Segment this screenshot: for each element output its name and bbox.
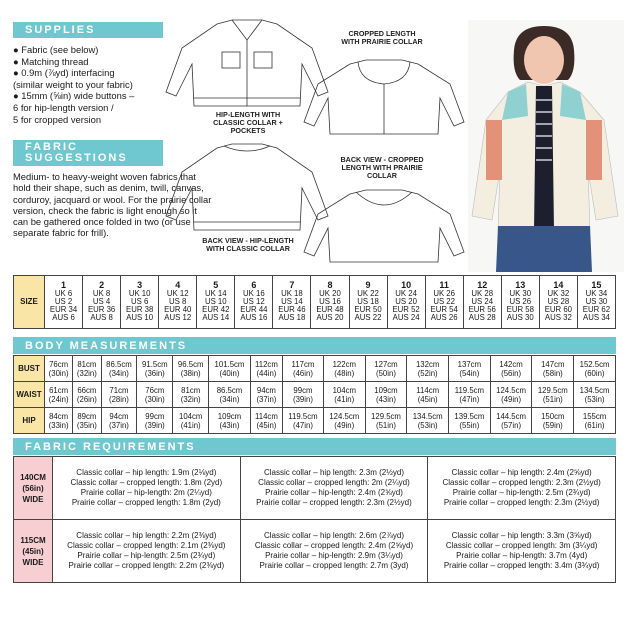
measurement-in: (44in) (256, 368, 277, 378)
measurement-cm: 142cm (499, 359, 523, 369)
measurement-cell (73, 408, 101, 434)
measurement-in: (32in) (180, 394, 201, 404)
size-eur: EUR 36 (87, 305, 116, 315)
measurement-cell (449, 382, 491, 408)
size-us: US 10 (204, 296, 227, 306)
measurement-cell (101, 382, 137, 408)
measurement-in: (39in) (144, 420, 165, 430)
measurement-cm: 81cm (77, 359, 97, 369)
size-us: US 30 (585, 296, 608, 306)
measurement-in: (39in) (292, 394, 313, 404)
measurement-cm: 94cm (109, 411, 129, 421)
measurement-cell (282, 382, 323, 408)
fabric-width-label (14, 520, 53, 583)
measurement-cell (137, 382, 173, 408)
size-aus: AUS 28 (468, 313, 496, 323)
measurement-row (14, 356, 616, 382)
measurement-in: (51in) (542, 394, 563, 404)
measurement-cm: 152.5cm (579, 359, 610, 369)
size-eur: EUR 46 (278, 305, 306, 315)
measurement-cell (73, 356, 101, 382)
size-aus: AUS 14 (202, 313, 230, 323)
fabric-requirement-line: Prairie collar – hip-length: 2.4m (2⅝yd) (265, 488, 403, 497)
size-n: 10 (401, 280, 412, 291)
measurement-in: (61in) (584, 420, 605, 430)
size-aus: AUS 18 (278, 313, 306, 323)
fabric-row (14, 457, 616, 520)
fabric-width-line: 140CM (20, 472, 46, 482)
size-us: US 16 (319, 296, 341, 306)
size-uk: UK 30 (509, 288, 532, 298)
size-column (539, 276, 577, 329)
measurement-cell (574, 356, 616, 382)
body-measurements-header: BODY MEASUREMENTS (13, 337, 616, 354)
size-us: US 14 (281, 296, 303, 306)
size-eur: EUR 42 (202, 305, 230, 315)
sketch-label-back-hip: BACK VIEW - HIP-LENGTH WITH CLASSIC COLLAR (202, 236, 294, 253)
size-n: 11 (439, 280, 449, 291)
size-n: 14 (553, 280, 564, 291)
measurement-in: (33in) (48, 420, 69, 430)
measurement-in: (37in) (108, 420, 129, 430)
measurement-in: (46in) (292, 368, 313, 378)
size-n: 5 (213, 280, 219, 291)
size-aus: AUS 10 (126, 313, 154, 323)
measurement-label: WAIST (14, 382, 45, 408)
size-us: US 20 (395, 296, 417, 306)
measurement-in: (30in) (48, 368, 69, 378)
measurement-in: (35in) (76, 420, 97, 430)
size-us: US 12 (243, 296, 265, 306)
fabric-requirement-line: Prairie collar – hip-length: 2.5m (2¾yd) (452, 488, 591, 497)
size-n: 7 (289, 280, 295, 291)
size-aus: AUS 30 (506, 313, 534, 323)
supply-item: 6 for hip-length version / (13, 101, 114, 113)
measurement-cm: 104cm (178, 411, 203, 421)
fabric-requirement-cell (53, 520, 241, 583)
measurement-cell (73, 382, 101, 408)
fabric-requirement-line: Classic collar – cropped length: 3m (3¼yd) (445, 541, 598, 550)
size-us: US 22 (433, 296, 455, 306)
measurement-cell (574, 382, 616, 408)
measurement-in: (58in) (542, 368, 563, 378)
fabric-width-line: 115CM (20, 535, 46, 545)
size-uk: UK 10 (128, 288, 151, 298)
body-measurements-table (13, 355, 616, 434)
measurement-cm: 76cm (49, 359, 69, 369)
measurement-in: (43in) (376, 394, 396, 404)
measurement-cm: 147cm (541, 359, 565, 369)
size-eur: EUR 54 (430, 305, 458, 315)
measurement-cell (250, 356, 282, 382)
size-column (121, 276, 159, 329)
size-column (159, 276, 197, 329)
measurement-in: (60in) (584, 368, 605, 378)
measurement-in: (56in) (501, 368, 522, 378)
fabric-requirement-line: Prairie collar – cropped length: 2.3m (2½yd) (256, 498, 412, 507)
measurement-cm: 129.5cm (371, 411, 401, 421)
measurement-label: BUST (14, 356, 45, 382)
supply-item: 5 for cropped version (13, 113, 102, 125)
supply-item: (similar weight to your fabric) (13, 78, 133, 90)
size-uk: UK 28 (471, 288, 494, 298)
measurement-cell (45, 356, 73, 382)
fabric-requirement-line: Classic collar – cropped length: 2.4m (2⅝yd) (254, 541, 414, 550)
measurement-cm: 119.5cm (288, 411, 318, 421)
measurement-cm: 71cm (109, 385, 129, 395)
measurement-cell (490, 382, 532, 408)
size-uk: UK 18 (281, 288, 303, 298)
measurement-in: (51in) (376, 420, 396, 430)
size-label: SIZE (14, 276, 45, 329)
measurement-cm: 134.5cm (412, 411, 443, 421)
measurement-cell (250, 408, 282, 434)
size-uk: UK 8 (92, 288, 111, 298)
size-eur: EUR 50 (354, 305, 382, 315)
fabric-requirement-line: Classic collar – hip length: 2.2m (2⅜yd) (76, 531, 217, 540)
fabric-requirements-table (13, 456, 616, 583)
measurement-in: (34in) (108, 368, 129, 378)
measurement-cm: 61cm (49, 385, 69, 395)
measurement-cm: 66cm (77, 385, 97, 395)
fabric-requirement-line: Classic collar – hip length: 2.3m (2½yd) (263, 468, 405, 477)
size-aus: AUS 26 (430, 313, 458, 323)
supply-item: ● 15mm (⅝in) wide buttons – (13, 90, 135, 102)
fabric-requirement-line: Classic collar – hip length: 2.6m (2⅞yd) (263, 531, 405, 540)
fabric-width-label (14, 457, 53, 520)
measurement-cell (173, 408, 209, 434)
supply-item: ● Matching thread (13, 55, 89, 67)
size-uk: UK 22 (357, 288, 379, 298)
size-n: 8 (327, 280, 333, 291)
measurement-in: (28in) (108, 394, 129, 404)
fabric-suggestions-text: Medium- to heavy-weight woven fabrics that hold their shape, such as denim, twill, canvas, corduroy, jacquard or wool. For the prairie collar version, check the fabric is light enough so it can be gathered once folded in two (or use separate fabric for frill). (13, 171, 212, 239)
measurement-in: (59in) (542, 420, 563, 430)
fabric-width-line: WIDE (22, 557, 44, 567)
fabric-requirement-line: Prairie collar – hip-length: 2.5m (2¾yd) (77, 551, 216, 560)
measurement-cell (532, 408, 574, 434)
size-aus: AUS 24 (392, 313, 420, 323)
supply-item: ● 0.9m (⅞yd) interfacing (13, 67, 115, 79)
measurement-cell (449, 408, 491, 434)
measurement-cell (45, 408, 73, 434)
size-us: US 4 (92, 296, 111, 306)
measurement-in: (55in) (459, 420, 480, 430)
size-column (273, 276, 311, 329)
fabric-requirement-line: Prairie collar – cropped length: 1.8m (2yd) (71, 498, 221, 507)
size-table (13, 275, 616, 329)
measurement-in: (47in) (459, 394, 480, 404)
size-eur: EUR 60 (544, 305, 572, 315)
measurement-cell (323, 382, 365, 408)
measurement-cm: 94cm (256, 385, 276, 395)
measurement-cell (365, 356, 407, 382)
size-column (577, 276, 615, 329)
measurement-cm: 155cm (582, 411, 607, 421)
size-uk: UK 34 (585, 288, 608, 298)
measurement-in: (50in) (376, 368, 396, 378)
fabric-requirement-line: Prairie collar – cropped length: 3.4m (3¾yd) (443, 561, 600, 570)
measurement-cm: 109cm (374, 385, 398, 395)
measurement-cell (250, 382, 282, 408)
fabric-width-line: (45in) (22, 546, 44, 556)
size-uk: UK 32 (547, 288, 570, 298)
measurement-cell (407, 356, 449, 382)
measurement-in: (45in) (417, 394, 438, 404)
measurement-cell (532, 382, 574, 408)
measurement-cm: 137cm (457, 359, 482, 369)
fabric-requirement-line: Prairie collar – hip-length: 2m (2¼yd) (80, 488, 212, 497)
measurement-cell (574, 408, 616, 434)
fabric-requirement-line: Prairie collar – cropped length: 2.7m (3yd) (259, 561, 409, 570)
measurement-cm: 86.5cm (106, 359, 132, 369)
size-us: US 6 (130, 296, 149, 306)
size-eur: EUR 52 (392, 305, 420, 315)
size-aus: AUS 22 (354, 313, 382, 323)
size-column (349, 276, 387, 329)
measurement-cm: 112cm (254, 359, 278, 369)
measurement-cm: 84cm (49, 411, 69, 421)
measurement-cell (323, 408, 365, 434)
measurement-cm: 150cm (541, 411, 565, 421)
measurement-cm: 104cm (332, 385, 356, 395)
measurement-in: (32in) (76, 368, 97, 378)
size-n: 2 (99, 280, 105, 291)
measurement-in: (54in) (459, 368, 480, 378)
size-uk: UK 12 (166, 288, 189, 298)
size-us: US 24 (471, 296, 494, 306)
size-aus: AUS 32 (544, 313, 572, 323)
fabric-row (14, 520, 616, 583)
fabric-requirement-cell (428, 457, 616, 520)
sketch-label-front-hip: HIP-LENGTH WITH CLASSIC COLLAR + POCKETS (213, 110, 283, 135)
measurement-cell (323, 356, 365, 382)
measurement-cm: 96.5cm (177, 359, 204, 369)
fabric-requirement-line: Classic collar – cropped length: 2.1m (2⅜yd) (67, 541, 226, 550)
measurement-in: (41in) (180, 420, 201, 430)
measurement-cell (101, 408, 137, 434)
fabric-requirement-line: Classic collar – hip length: 1.9m (2⅛yd) (76, 468, 217, 477)
measurement-cell (173, 382, 209, 408)
measurement-in: (53in) (584, 394, 605, 404)
measurement-cell (209, 356, 251, 382)
size-column (45, 276, 83, 329)
measurement-in: (43in) (219, 420, 240, 430)
measurement-cm: 91.5cm (142, 359, 168, 369)
size-aus: AUS 16 (240, 313, 268, 323)
size-aus: AUS 34 (583, 313, 610, 323)
fabric-requirement-line: Classic collar – hip length: 3.3m (3⅝yd) (451, 531, 592, 540)
size-uk: UK 20 (319, 288, 341, 298)
measurement-cell (490, 408, 532, 434)
measurement-cell (101, 356, 137, 382)
jacket-back-cropped-sketch (300, 188, 468, 266)
measurement-cm: 89cm (77, 411, 97, 421)
measurement-in: (47in) (292, 420, 313, 430)
measurement-cell (173, 356, 209, 382)
measurement-in: (24in) (48, 394, 69, 404)
measurement-row (14, 408, 616, 434)
size-us: US 28 (547, 296, 570, 306)
size-aus: AUS 8 (90, 313, 113, 323)
measurement-in: (41in) (334, 394, 355, 404)
measurement-cm: 114cm (416, 385, 440, 395)
size-column (235, 276, 273, 329)
measurement-cm: 86.5cm (216, 385, 243, 395)
size-column (501, 276, 539, 329)
size-n: 13 (515, 280, 526, 291)
fabric-requirement-line: Prairie collar – hip-length: 3.7m (4yd) (456, 551, 588, 560)
measurement-in: (38in) (180, 368, 201, 378)
measurement-cell (209, 408, 251, 434)
measurement-in: (53in) (417, 420, 438, 430)
measurement-in: (45in) (256, 420, 277, 430)
fabric-requirement-line: Classic collar – cropped length: 2.3m (2½yd) (442, 478, 601, 487)
sketch-label-front-cropped: CROPPED LENGTH WITH PRAIRIE COLLAR (341, 29, 423, 46)
sketch-label-back-cropped: BACK VIEW - CROPPED LENGTH WITH PRAIRIE COLLAR (340, 155, 424, 180)
measurement-cell (449, 356, 491, 382)
measurement-in: (57in) (501, 420, 522, 430)
size-column (83, 276, 121, 329)
supplies-header: SUPPLIES (13, 22, 163, 38)
measurement-cm: 119.5cm (454, 385, 485, 395)
measurement-cell (137, 408, 173, 434)
size-uk: UK 14 (204, 288, 227, 298)
size-row (14, 276, 616, 329)
measurement-cell (365, 382, 407, 408)
measurement-cm: 127cm (374, 359, 398, 369)
fabric-requirement-line: Prairie collar – cropped length: 2.3m (2½yd) (443, 498, 600, 507)
measurement-cell (209, 382, 251, 408)
supply-item: ● Fabric (see below) (13, 44, 99, 55)
size-column (387, 276, 425, 329)
size-us: US 26 (509, 296, 532, 306)
measurement-cell (282, 408, 323, 434)
measurement-cm: 122cm (332, 359, 356, 369)
measurement-in: (34in) (219, 394, 240, 404)
measurement-cell (282, 356, 323, 382)
size-eur: EUR 44 (240, 305, 268, 315)
measurement-row (14, 382, 616, 408)
size-eur: EUR 58 (506, 305, 534, 315)
measurement-cm: 76cm (145, 385, 165, 395)
fabric-requirement-cell (53, 457, 241, 520)
size-eur: EUR 48 (316, 305, 344, 315)
measurement-cell (490, 356, 532, 382)
fabric-requirement-line: Classic collar – cropped length: 1.8m (2yd) (70, 478, 223, 487)
measurement-in: (36in) (144, 368, 165, 378)
fabric-requirement-cell (240, 457, 428, 520)
size-uk: UK 24 (395, 288, 417, 298)
size-n: 6 (251, 280, 257, 291)
measurement-in: (52in) (417, 368, 438, 378)
measurement-cm: 124.5cm (329, 411, 360, 421)
measurement-cell (365, 408, 407, 434)
measurement-cell (45, 382, 73, 408)
fabric-requirement-line: Classic collar – hip length: 2.4m (2⅝yd) (451, 468, 592, 477)
measurement-cm: 99cm (145, 411, 165, 421)
measurement-in: (49in) (501, 394, 522, 404)
measurement-cm: 117cm (291, 359, 315, 369)
size-column (311, 276, 349, 329)
measurement-cell (532, 356, 574, 382)
fabric-requirement-line: Prairie collar – cropped length: 2.2m (2⅜yd) (68, 561, 225, 570)
measurement-cm: 134.5cm (579, 385, 610, 395)
size-aus: AUS 20 (316, 313, 344, 323)
size-us: US 18 (357, 296, 379, 306)
size-aus: AUS 12 (164, 313, 192, 323)
measurement-cm: 144.5cm (496, 411, 527, 421)
size-us: US 2 (54, 296, 73, 306)
size-n: 9 (365, 280, 371, 291)
measurement-in: (26in) (76, 394, 97, 404)
fabric-requirement-cell (240, 520, 428, 583)
fabric-width-line: WIDE (22, 494, 44, 504)
measurement-in: (48in) (334, 368, 355, 378)
size-column (425, 276, 463, 329)
measurement-cm: 99cm (293, 385, 313, 395)
model-photo (468, 20, 624, 272)
size-us: US 8 (169, 296, 187, 306)
measurement-cell (407, 382, 449, 408)
measurement-in: (37in) (256, 394, 277, 404)
measurement-cell (407, 408, 449, 434)
measurement-cm: 81cm (181, 385, 201, 395)
fabric-requirement-line: Prairie collar – hip-length: 2.9m (3¼yd) (265, 551, 403, 560)
fabric-suggestions-header: FABRIC SUGGESTIONS (13, 140, 163, 166)
size-n: 4 (175, 280, 181, 291)
size-column (197, 276, 235, 329)
measurement-cm: 114cm (254, 411, 278, 421)
jacket-front-cropped-sketch (300, 58, 468, 138)
size-uk: UK 26 (433, 288, 455, 298)
size-uk: UK 6 (54, 288, 73, 298)
measurement-in: (49in) (334, 420, 355, 430)
fabric-width-line: (56in) (22, 483, 44, 493)
supplies-list (13, 44, 173, 125)
measurement-cm: 101.5cm (214, 359, 245, 369)
measurement-cm: 132cm (415, 359, 440, 369)
measurement-in: (30in) (144, 394, 165, 404)
measurement-cm: 129.5cm (537, 385, 568, 395)
measurement-cm: 109cm (217, 411, 242, 421)
size-n: 1 (61, 280, 67, 291)
size-uk: UK 16 (243, 288, 265, 298)
measurement-cm: 139.5cm (454, 411, 485, 421)
fabric-requirement-line: Classic collar – cropped length: 2m (2¼yd) (258, 478, 410, 487)
size-eur: EUR 34 (49, 305, 78, 315)
measurement-in: (40in) (219, 368, 240, 378)
measurement-label: HIP (14, 408, 45, 434)
size-eur: EUR 40 (164, 305, 192, 315)
size-eur: EUR 38 (126, 305, 154, 315)
fabric-requirements-header: FABRIC REQUIREMENTS (13, 438, 616, 455)
size-eur: EUR 62 (582, 305, 611, 315)
measurement-cell (137, 356, 173, 382)
fabric-requirement-cell (428, 520, 616, 583)
size-n: 3 (137, 280, 143, 291)
measurement-cm: 124.5cm (496, 385, 527, 395)
size-eur: EUR 56 (468, 305, 496, 315)
size-column (463, 276, 501, 329)
size-n: 15 (591, 280, 602, 291)
size-aus: AUS 6 (52, 313, 75, 323)
size-n: 12 (477, 280, 488, 291)
